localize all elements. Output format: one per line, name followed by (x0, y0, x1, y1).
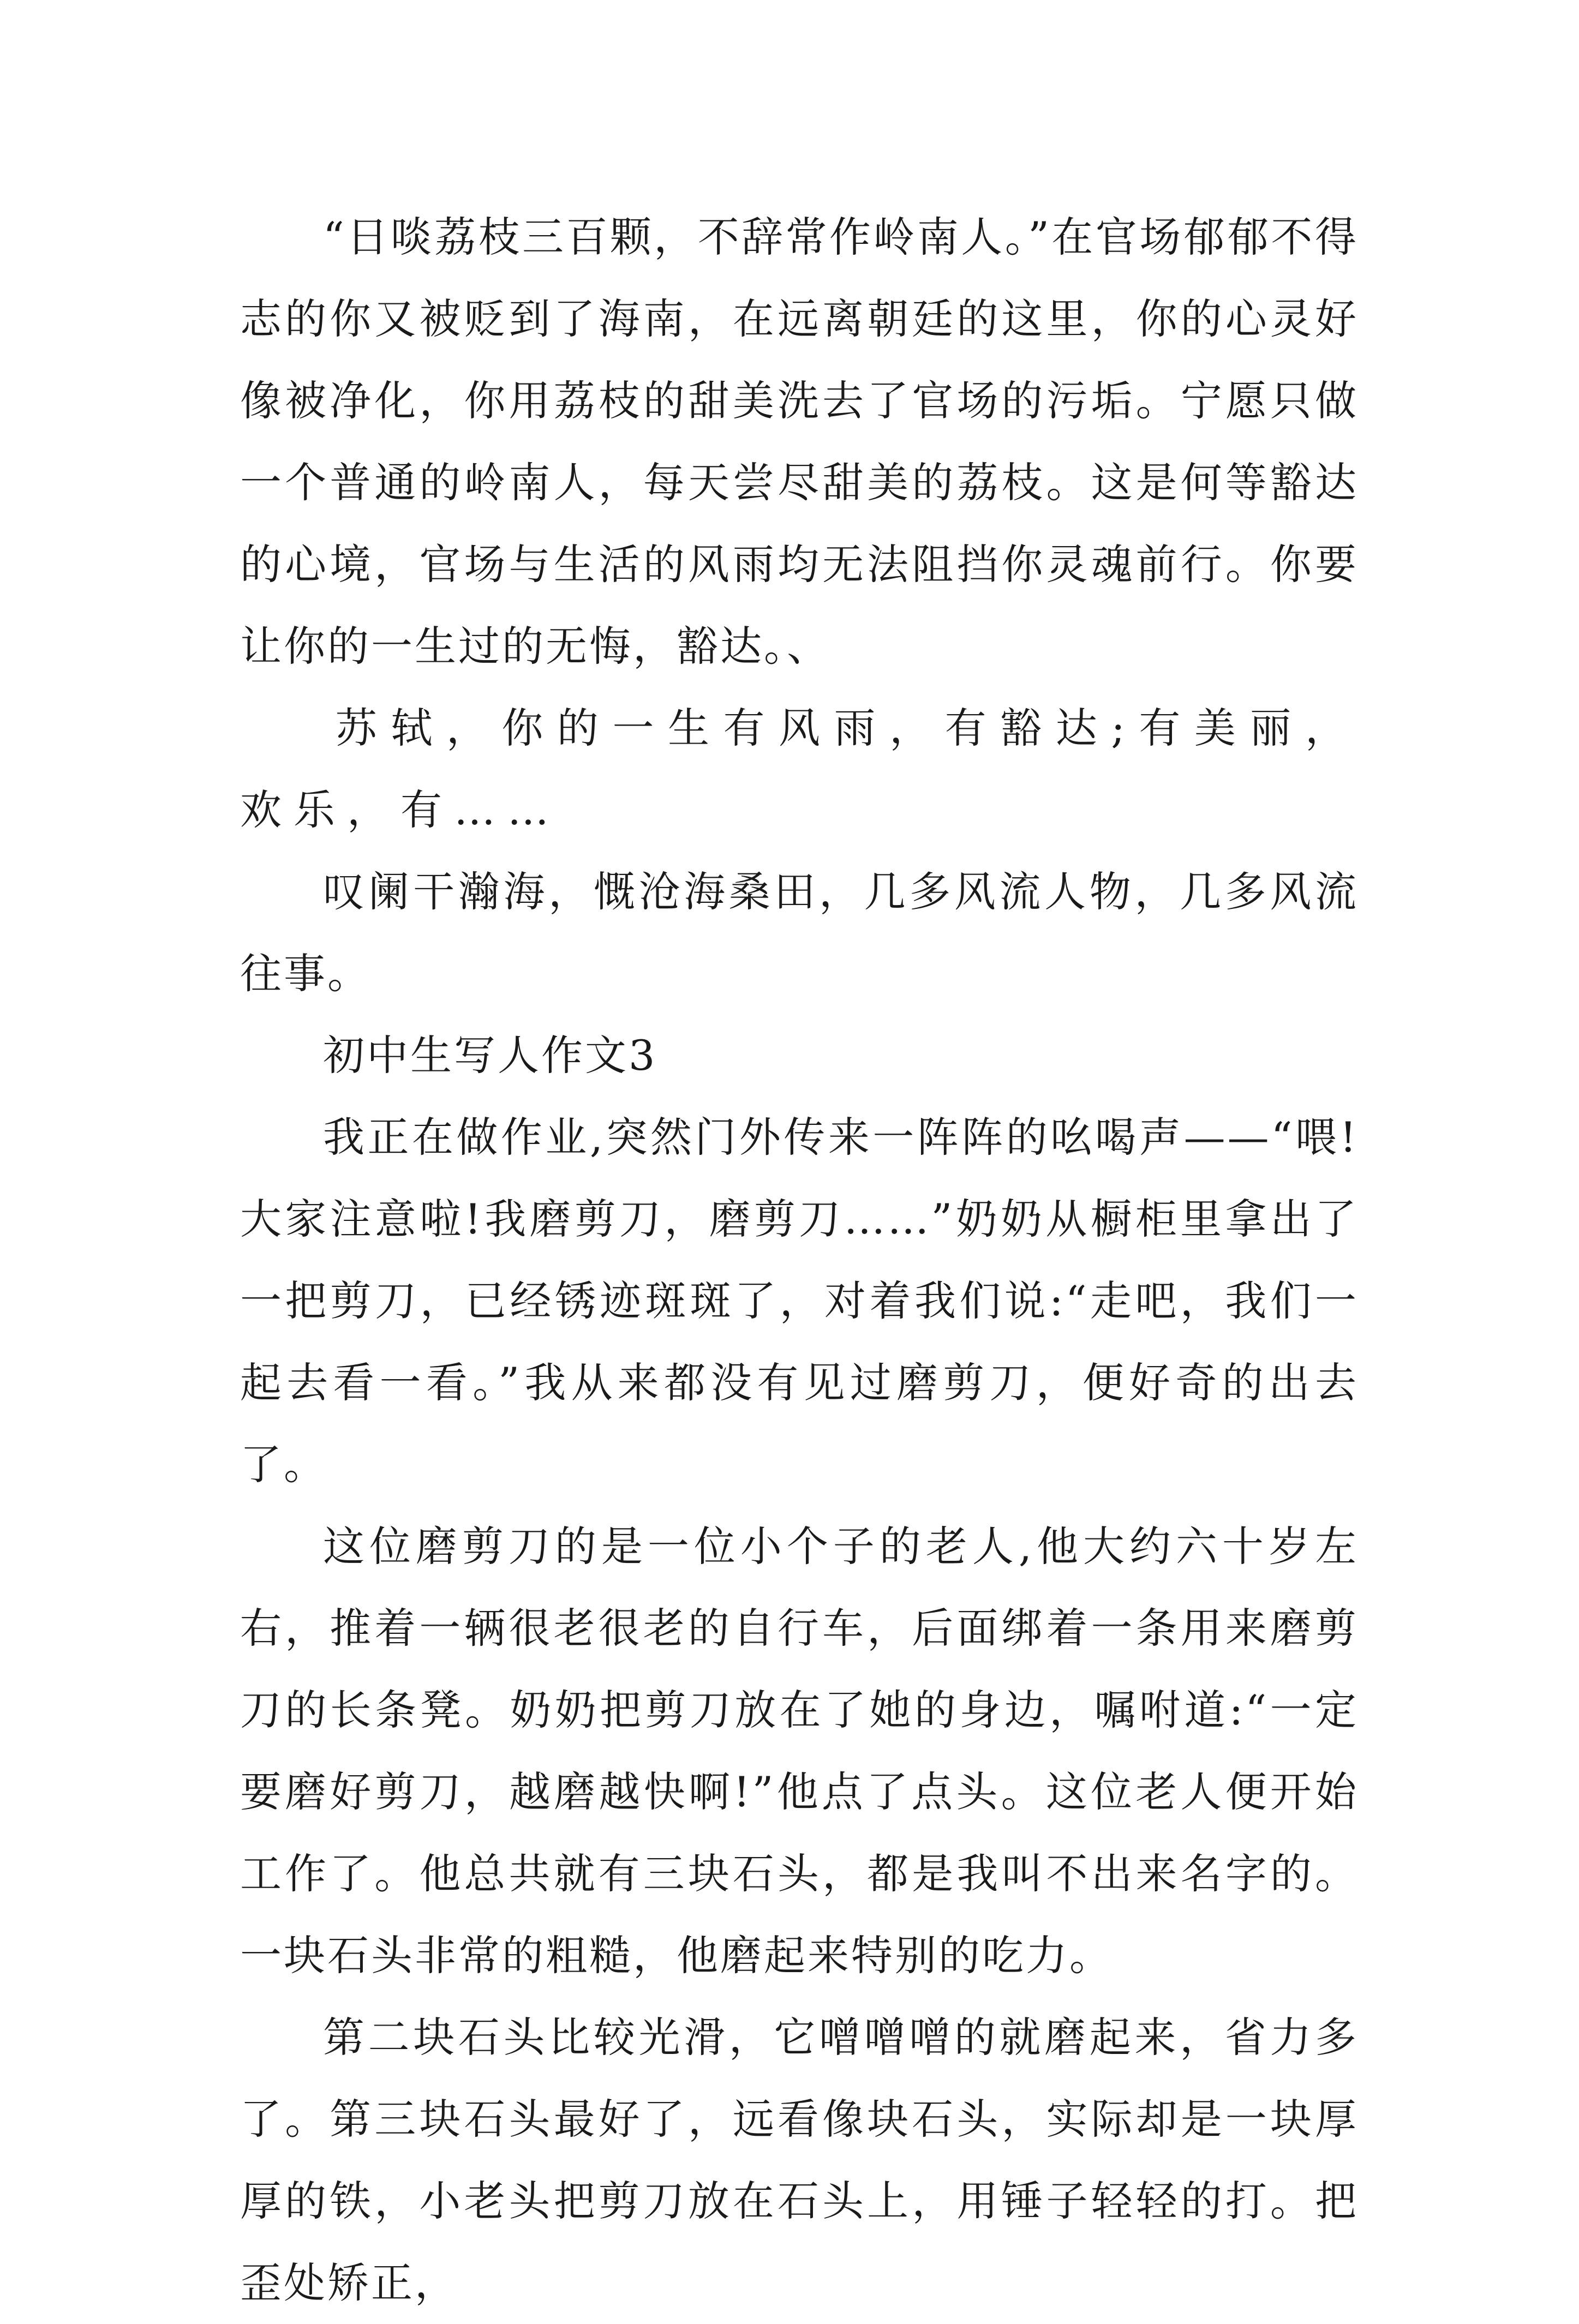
paragraph-lychee: “日啖荔枝三百颗，不辞常作岭南人。”在官场郁郁不得志的你又被贬到了海南，在远离朝廷的这里，你的心灵好像被净化，你用荔枝的甜美洗去了官场的污垢。宁愿只做一个普通的岭南人，每天尝尽甜美的荔枝。这是何等豁达的心境，官场与生活的风雨均无法阻挡你灵魂前行。你要让你的一生过的无悔，豁达。、 (240, 213, 1359, 670)
paragraph-homework: 我正在做作业,突然门外传来一阵阵的吆喝声——“喂!大家注意啦!我磨剪刀，磨剪刀……”奶奶从橱柜里拿出了一把剪刀，已经锈迹斑斑了，对着我们说:“走吧，我们一起去看一看。”我从来都没有见过磨剪刀，便好奇的出去了。 (240, 1113, 1359, 1489)
paragraph-second-stone: 第二块石头比较光滑，它噌噌噌的就磨起来，省力多了。第三块石头最好了，远看像块石头，实际却是一块厚厚的铁，小老头把剪刀放在石头上，用锤子轻轻的打。把歪处矫正， (240, 2013, 1359, 2307)
paragraph-sigh: 叹阑干瀚海，慨沧海桑田，几多风流人物，几多风流往事。 (240, 867, 1359, 998)
section-heading: 初中生写人作文3 (323, 1031, 657, 1080)
paragraph-old-man: 这位磨剪刀的是一位小个子的老人,他大约六十岁左右，推着一辆很老很老的自行车，后面绑着一条用来磨剪刀的长条凳。奶奶把剪刀放在了她的身边，嘱咐道:“一定要磨好剪刀，越磨越快啊!”他点了点头。这位老人便开始工作了。他总共就有三块石头，都是我叫不出来名字的。一块石头非常的粗糙，他磨起来特别的吃力。 (240, 1522, 1359, 1980)
paragraph-sushi-life: 苏轼，你的一生有风雨，有豁达;有美丽，欢乐，有…… (240, 704, 1359, 834)
document-page (240, 196, 1359, 2324)
